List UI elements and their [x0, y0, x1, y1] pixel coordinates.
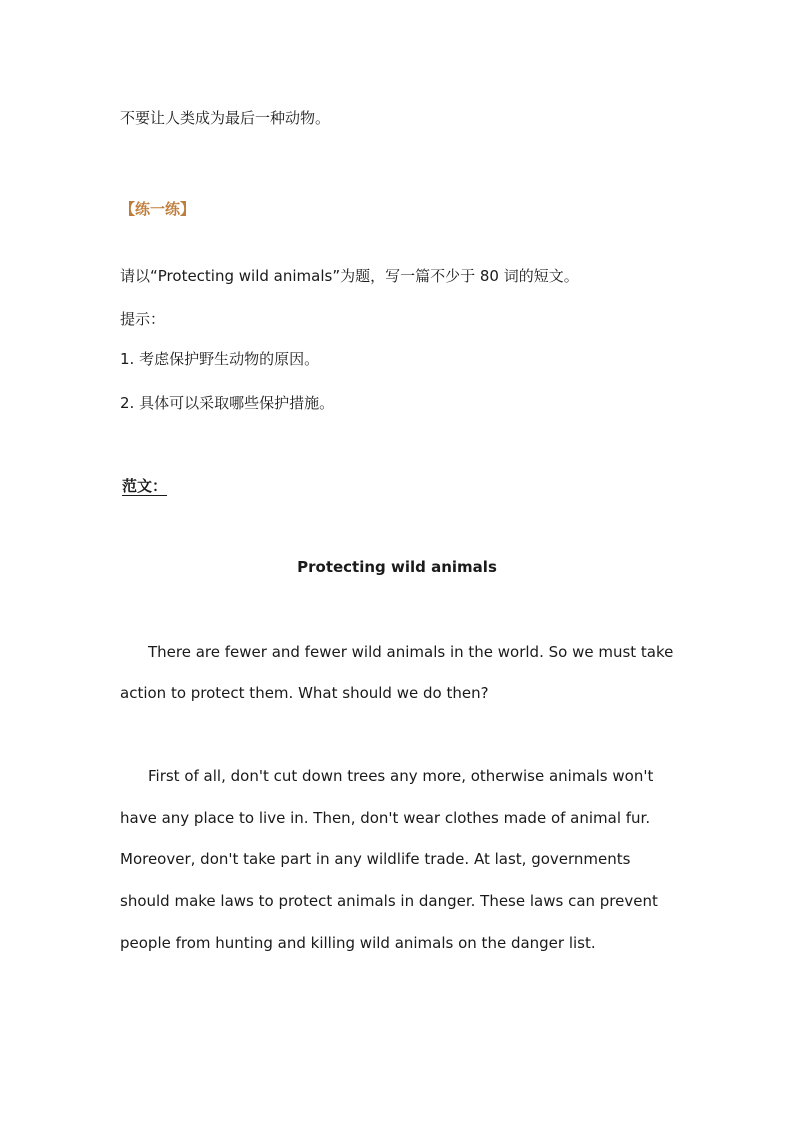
- practice-heading: 【练一练】: [120, 200, 196, 218]
- essay-line: should make laws to protect animals in danger. These laws can prevent: [120, 892, 658, 910]
- essay-line: First of all, don't cut down trees any more, otherwise animals won't: [148, 767, 654, 785]
- model-essay-label: 范文：: [122, 477, 168, 495]
- essay-title: Protecting wild animals: [297, 558, 497, 576]
- practice-prompt: 请以“Protecting wild animals”为题，写一篇不少于 80 词的短文。: [120, 267, 579, 285]
- essay-line: There are fewer and fewer wild animals in the world. So we must take: [148, 643, 674, 661]
- hint-item-1: 1. 考虑保护野生动物的原因。: [120, 350, 320, 368]
- essay-line: have any place to live in. Then, don't wear clothes made of animal fur.: [120, 809, 651, 827]
- intro-line: 不要让人类成为最后一种动物。: [120, 109, 331, 127]
- essay-line: action to protect them. What should we do then?: [120, 684, 489, 702]
- essay-line: people from hunting and killing wild animals on the danger list.: [120, 934, 596, 952]
- hint-item-2: 2. 具体可以采取哪些保护措施。: [120, 394, 335, 412]
- hint-label: 提示：: [120, 310, 166, 328]
- essay-line: Moreover, don't take part in any wildlife trade. At last, governments: [120, 850, 631, 868]
